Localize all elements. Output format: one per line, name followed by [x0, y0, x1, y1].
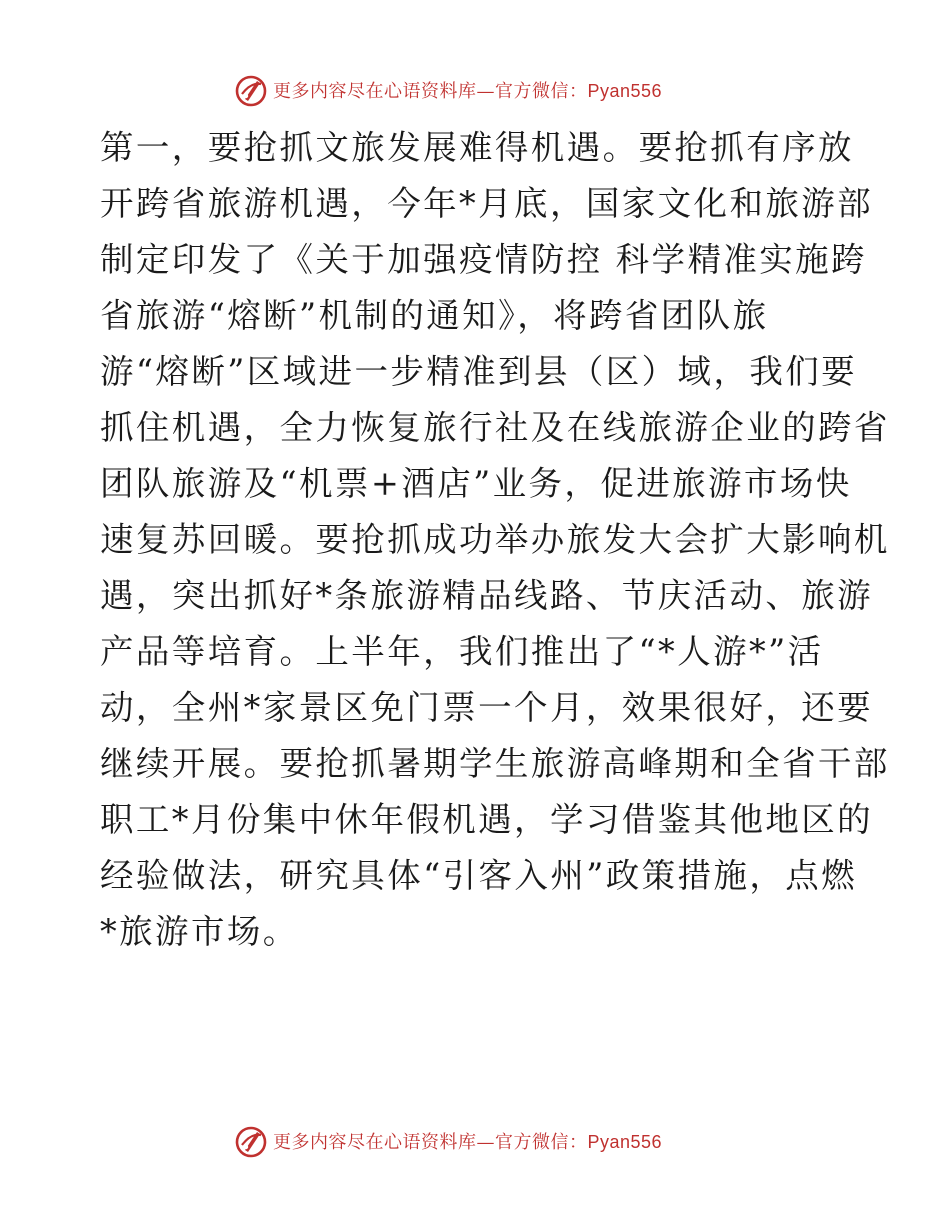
watermark-brand: 更多内容尽在心语资料库—官方微信： — [273, 81, 588, 102]
body-line: 职工*月份集中休年假机遇，学习借鉴其他地区的 — [100, 800, 874, 839]
watermark-text — [273, 1128, 662, 1154]
body-line: 制定印发了《关于加强疫情防控 科学精准实施跨 — [100, 240, 867, 279]
document-body — [100, 120, 890, 960]
footer-watermark — [233, 1121, 662, 1161]
body-line: 省旅游“熔断”机制的通知》，将跨省团队旅 — [100, 296, 769, 335]
body-line: 遇，突出抓好*条旅游精品线路、节庆活动、旅游 — [100, 576, 874, 615]
brand-logo-icon — [233, 1123, 269, 1159]
body-line: 第一，要抢抓文旅发展难得机遇。要抢抓有序放 — [100, 128, 854, 167]
body-line: 动，全州*家景区免门票一个月，效果很好，还要 — [100, 688, 874, 727]
watermark-wechat-id: Pyan556 — [587, 1132, 663, 1152]
body-line: 经验做法，研究具体“引客入州”政策措施，点燃 — [100, 856, 858, 895]
watermark-text — [273, 77, 662, 103]
body-line: 开跨省旅游机遇，今年*月底，国家文化和旅游部 — [100, 184, 874, 223]
body-line: 团队旅游及“机票+酒店”业务，促进旅游市场快 — [100, 464, 852, 503]
body-line: 抓住机遇，全力恢复旅行社及在线旅游企业的跨省 — [100, 408, 890, 447]
body-line: 产品等培育。上半年，我们推出了“*人游*”活 — [100, 632, 824, 671]
watermark-wechat-id: Pyan556 — [587, 81, 663, 101]
header-watermark — [233, 70, 662, 110]
watermark-brand: 更多内容尽在心语资料库—官方微信： — [273, 1132, 588, 1153]
body-line: 游“熔断”区域进一步精准到县（区）域，我们要 — [100, 352, 858, 391]
body-line: 速复苏回暖。要抢抓成功举办旅发大会扩大影响机 — [100, 520, 890, 559]
body-line: *旅游市场。 — [100, 912, 299, 951]
brand-logo-icon — [233, 72, 269, 108]
body-line: 继续开展。要抢抓暑期学生旅游高峰期和全省干部 — [100, 744, 890, 783]
